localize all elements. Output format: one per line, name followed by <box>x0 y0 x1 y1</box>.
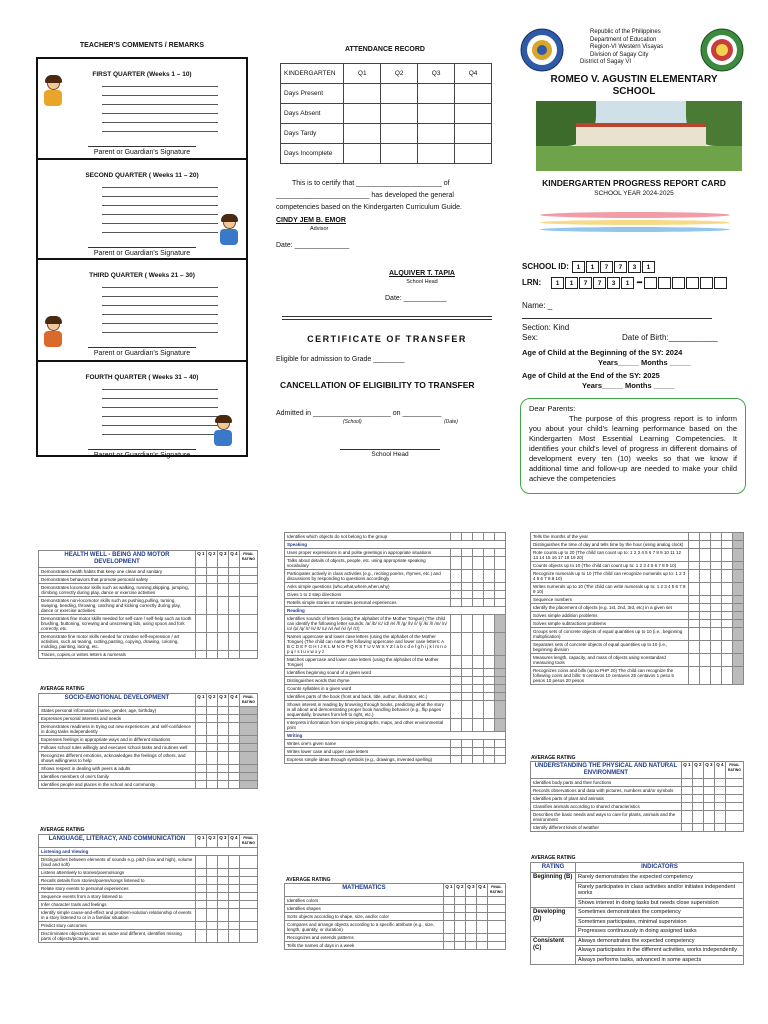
competency-row: Interprets information from simple pictographs, maps, and other environmental print <box>285 719 506 732</box>
competency-row: Identifies beginning sound of a given word <box>285 669 506 677</box>
competency-row: Shows interest in reading by browsing through books, predicting what the story is all about and demonstrating proper book handling behavior (e.g., flip pages sequentially, browses from left to right, etc.) <box>285 701 506 719</box>
age-end: Age of Child at the End of the SY: 2025 <box>522 371 660 380</box>
adviser-role: Advisor <box>310 226 329 232</box>
legend-row: Always performs tasks, advanced in some aspects <box>531 955 744 965</box>
name-field: Name: _ <box>522 301 553 310</box>
notice-greeting: Dear Parents: <box>529 404 576 413</box>
competency-row: Groups sets of concrete objects of equal quantities up to 10 (i.e., beginning multiplication) <box>531 628 744 641</box>
competency-row: Distinguishes words that rhyme <box>285 677 506 685</box>
id-digit-box: 7 <box>614 261 627 273</box>
id-digit-box <box>686 277 699 289</box>
age-begin: Age of Child at the Beginning of the SY: 2024 <box>522 348 683 357</box>
id-digit-box: 1 <box>642 261 655 273</box>
competency-row: Sequence events from a story listened to <box>39 893 258 901</box>
adviser-date: Date: ______________ <box>276 242 350 249</box>
competency-row: Describes the basic needs and ways to care for plants, animals and the environment <box>531 811 744 824</box>
section-field: Section: Kind <box>522 323 570 332</box>
literacy-table: Identifies which objects do not belong to the group Speaking Uses proper expressions in and polite greetings in appropriate situations Talks about details of objects, people, etc. using appropriate speaking vocabulary Participates actively in class activities (e.g., reciting poems, rhymes, etc.) and discussions by responding to questions accordingly Asks simple questions (who,what,where,when,why) Gives 1 to 2 step directions Retells simple stories or narrates personal experiences Reading Identifies sounds of letters (using the alphabet of the Mother Tongue) (The child can identify the following letter sounds: /a/ /b/ /c/ /d/ /e/ /f/ /g/ /h/ /i/ /j/ /k/ /l/ /m/ /n/ /o/ /p/ /q/ /r/ /s/ /t/ /u/ /v/ /w/ /x/ /y/ /z/) Names uppercase and lower case letters (using the alphabet of the Mother Tongue) (The child can name the following uppercase and lower case letters: A B C D E F G H I J K L M N O P Q R S T U V W X Y Z / a b c d e f g h i j k l m n o p q r s t u v w x y z Matches uppercase and lower case letters (using the alphabet of the Mother Tongue) Identifies beginning sound of a given word Distinguishes words that rhyme Counts syllables in a given word Identifies parts of the book (front and back, title, author, illustrator, etc.) Shows interest in reading by browsing through books, predicting what the story is all about and demonstrating proper book handling behavior (e.g., flip pages sequentially, browses from left to right, etc.) Interprets information from simple pictographs, maps, and other environmental print Writing Writes one's given name Writes lower case and upper case letters Express simple ideas through symbols (e.g., drawings, invented spelling) <box>284 532 506 764</box>
lrn-row: LRN: 1 1 7 7 3 1 ━ <box>522 277 728 289</box>
quarter-title: FOURTH QUARTER ( Weeks 31 – 40) <box>85 374 199 381</box>
competency-row: Classifies animals according to shared characteristics <box>531 803 744 811</box>
competency-row: States personal information (name, gender, age, birthday) <box>39 707 258 715</box>
id-digit-box: 3 <box>607 277 620 289</box>
competency-row: Counts objects up to 10 (The child can count up to: 1 2 3 4 5 6 7 8 9 10) <box>531 562 744 570</box>
quarter-comment-box <box>36 57 248 158</box>
competency-row: Demonstrates locomotor skills such as walking, running,skipping, jumping, climbing correctly during play, dance or exercise activities <box>39 584 258 597</box>
legend-row: Rarely participates in class activities and/or initiates independent works <box>531 882 744 898</box>
competency-row: Distinguishes between elements of sounds e.g. pitch (low and high), volume (loud and soft) <box>39 856 258 869</box>
competency-row: Follows school rules willingly and executes school tasks and routines well <box>39 744 258 752</box>
competency-row: Demonstrates non-locomotor skills such as pushing,pulling, turning, swaying, bending, throwing, catching and kicking correctly during play, dance or exercise activities <box>39 597 258 615</box>
competency-row: Writes lower case and upper case letters <box>285 748 506 756</box>
id-digit-box: 1 <box>572 261 585 273</box>
subdomain-title: Listening and Viewing <box>39 848 258 856</box>
competency-row: Identifies people and places in the school and community <box>39 781 258 789</box>
competency-row: Shows respect in dealing with peers & adults <box>39 765 258 773</box>
child-illustration-icon <box>218 216 240 246</box>
competency-row: Discriminates objects/pictures as same and different, identifies missing parts of objects/pictures, and <box>39 930 258 943</box>
age-begin-years: Years_____ Months _____ <box>598 358 691 367</box>
attendance-title: ATTENDANCE RECORD <box>345 46 425 53</box>
id-digit-box <box>714 277 727 289</box>
competency-row: Demonstrates health habits that keep one clean and sanitary <box>39 568 258 576</box>
competency-row: Measures length, capacity, and mass of objects using nonstandard measuring tools <box>531 654 744 667</box>
id-digit-box: 1 <box>586 261 599 273</box>
att-head-q1: Q1 <box>344 64 381 84</box>
att-head-q2: Q2 <box>381 64 418 84</box>
id-digit-box: 7 <box>579 277 592 289</box>
competency-row: Traces, copies,or writes letters & numerals <box>39 651 258 659</box>
guardian-signature: Parent or Guardian's Signature <box>88 146 196 156</box>
competency-row: Expresses personal interests and needs <box>39 715 258 723</box>
competency-row: Identify simple cause-and-effect and problem-solution relationship of events in a story listened to or in a familiar situation <box>39 909 258 922</box>
quarter-title: FIRST QUARTER (Weeks 1 – 10) <box>92 71 192 78</box>
domain-title: UNDERSTANDING THE PHYSICAL AND NATURAL ENVIRONMENT <box>531 762 682 779</box>
sex-field: Sex: <box>522 333 539 342</box>
competency-row: Express simple ideas through symbols (e.g., drawings, invented spelling) <box>285 756 506 764</box>
domain-title: MATHEMATICS <box>285 884 444 897</box>
competency-row: Recognize numerals up to 10 (The child can recognize numerals up to: 1 2 3 4 5 6 7 8 9 10) <box>531 570 744 583</box>
cancel-title: CANCELLATION OF ELIGIBILITY TO TRANSFER <box>280 380 475 390</box>
competency-row: Identifies parts of plant and animals <box>531 795 744 803</box>
competency-row: Predict story outcomes <box>39 922 258 930</box>
adviser-name: CINDY JEM B. EMOR <box>276 217 346 224</box>
rating-legend-table: RATING INDICATORS Beginning (B) Rarely demonstrates the expected competency Rarely participates in class activities and/or initiates independent works Shows interest in doing tasks but needs close supervision Developing (D) Sometimes demonstrates the competency Sometimes participates, minimal supervision Progresses continuously in doing assigned tasks Consistent (C) Always demonstrates the expected competency Always participates in the different activities, works independently Always performs tasks, advanced in some aspects <box>530 862 744 965</box>
language-table: LANGUAGE, LITERACY, AND COMMUNICATION Q 1 Q 2 Q 3 Q 4 FINAL RATING Listening and Viewing Distinguishes between elements of sounds e.g. pitch (low and high), volume (loud and soft) Listens attentively to stories/poems/songs Recalls details from stories/poems/songs listened to Relate story events to personal experiences Sequence events from a story listened to Infer character traits and feelings Identify simple cause-and-effect and problem-solution relationship of events in a story listened to or in a familiar situation Predict story outcomes Discriminates objects/pictures as same and different, identifies missing parts of objects/pictures, and <box>38 834 258 943</box>
date-label: (Date) <box>444 419 458 425</box>
competency-row: Names uppercase and lower case letters (using the alphabet of the Mother Tongue) (The child can name the following uppercase and lower case letters: A B C D E F G H I J K L M N O P Q R S T U V W X Y Z / a b c d e f g h i j k l m n o p q r s t u v w x y z <box>285 633 506 656</box>
quarter-comment-box <box>36 258 248 360</box>
school-name: ROMEO V. AGUSTIN ELEMENTARY SCHOOL <box>550 74 718 97</box>
guardian-signature: Parent or Guardian's Signature <box>88 449 196 459</box>
competency-row: Expresses feelings in appropriate ways and in different situations <box>39 736 258 744</box>
school-seal-icon <box>700 28 744 72</box>
age-end-years: Years_____ Months _____ <box>582 381 675 390</box>
competency-row: Matches uppercase and lower case letters (using the alphabet of the Mother Tongue) <box>285 656 506 669</box>
competency-row: Recalls details from stories/poems/songs listened to <box>39 877 258 885</box>
id-digit-box: 7 <box>600 261 613 273</box>
agency-header: Republic of the Philippines Department of Education Region-VI Western Visayas Division of Sagay City District of Sagay VI <box>580 29 664 65</box>
math-table: MATHEMATICS Q 1 Q 2 Q 3 Q 4 FINAL RATING Identifies colors Identifies shapes Sorts objects according to shape, size, and/or color Compares and arrange objects according to a specific attribute (e.g., size, length, quantity, or duration) Recognizes and extends patterns Tells the names of days in a week <box>284 883 506 950</box>
guardian-signature: Parent or Guardian's Signature <box>88 347 196 357</box>
competency-row: Demonstrates fine motor skills needed for self-care / self-help such as tooth brushing, buttoning, screwing and unscrewing lids, using spoon and fork correctly, etc. <box>39 615 258 633</box>
subdomain-title: Speaking <box>285 541 506 549</box>
legend-row: Always participates in the different activities, works independently <box>531 946 744 956</box>
school-head-sign: School Head <box>371 451 409 458</box>
health-table: HEALTH WELL - BEING AND MOTOR DEVELOPMENT Q 1 Q 2 Q 3 Q 4 FINAL RATING Demonstrates health habits that keep one clean and sanitary Demonstrates behaviors that promote personal safety Demonstrates locomotor skills such as walking, running,skipping, jumping, climbing correctly during play, dance or exercise activities Demonstrates non-locomotor skills such as pushing,pulling, turning, swaying, bending, throwing, catching and kicking correctly during play, dance or exercise activities Demonstrates fine motor skills needed for self-care / self-help such as tooth brushing, buttoning, screwing and unscrewing lids, using spoon and fork correctly, etc. Demonstrate fine motor skills needed for creative self-expression / art activities, such as tearing, cutting,pasting, copying, drawing, coloring, molding, painting, lacing, etc. Traces, copies,or writes letters & numerals <box>38 550 258 659</box>
attendance-table <box>280 63 492 164</box>
competency-row: Relate story events to personal experiences <box>39 885 258 893</box>
quarter-title: THIRD QUARTER ( Weeks 21 – 30) <box>89 272 195 279</box>
school-id-row: SCHOOL ID: 1 1 7 7 3 1 <box>522 261 656 273</box>
competency-row: Tells the names of days in a week <box>285 942 506 950</box>
school-photo <box>536 101 742 171</box>
id-digit-box: 1 <box>565 277 578 289</box>
math-continued-table <box>530 532 744 685</box>
guardian-signature: Parent or Guardian's Signature <box>88 247 196 257</box>
competency-row: Sorts objects according to shape, size, and/or color <box>285 913 506 921</box>
competency-row: Counts syllables in a given word <box>285 685 506 693</box>
legend-row: Progresses continuously in doing assigned tasks <box>531 927 744 937</box>
child-illustration-icon <box>212 417 234 447</box>
competency-row: Identifies members of one's family <box>39 773 258 781</box>
average-rating-label: AVERAGE RATING <box>40 827 85 833</box>
subdomain-title: Reading <box>285 607 506 615</box>
competency-row: Recognizes coins and bills (up to PHP 20) The child can recognize the following coins and bills: 5 centavos 10 centavos 25 centavos 1 peso 5 pesos 10 pesos 20 pesos <box>531 667 744 685</box>
att-row-label: Days Absent <box>281 104 344 124</box>
id-digit-box: 3 <box>628 261 641 273</box>
quarter-comment-box <box>36 158 248 258</box>
att-head-label: KINDERGARTEN <box>281 64 344 84</box>
id-digit-box: 7 <box>593 277 606 289</box>
att-head-q3: Q3 <box>418 64 455 84</box>
competency-row: Listens attentively to stories/poems/songs <box>39 869 258 877</box>
competency-row: Demonstrates behaviors that promote personal safety <box>39 576 258 584</box>
legend-row: Beginning (B) Rarely demonstrates the expected competency <box>531 873 744 883</box>
transfer-title: CERTIFICATE OF TRANSFER <box>307 334 467 344</box>
comments-title: TEACHER'S COMMENTS / REMARKS <box>79 42 205 49</box>
competency-row: Tells the months of the year <box>531 533 744 541</box>
legend-row: Sometimes participates, minimal supervision <box>531 917 744 927</box>
admitted-line: Admitted in ____________________ on __________ <box>276 410 442 417</box>
card-title: KINDERGARTEN PROGRESS REPORT CARD <box>542 178 726 188</box>
id-digit-box <box>700 277 713 289</box>
competency-row: Identifies colors <box>285 897 506 905</box>
school-label: (School) <box>343 419 362 425</box>
competency-row: Identifies sounds of letters (using the alphabet of the Mother Tongue) (The child can identify the following letter sounds: /a/ /b/ /c/ /d/ /e/ /f/ /g/ /h/ /i/ /j/ /k/ /l/ /m/ /n/ /o/ /p/ /q/ /r/ /s/ /t/ /u/ /v/ /w/ /x/ /y/ /z/) <box>285 615 506 633</box>
school-head-date: Date: ___________ <box>385 295 447 302</box>
competency-row: Uses proper expressions in and polite greetings in appropriate situations <box>285 549 506 557</box>
average-rating-label: AVERAGE RATING <box>286 877 331 883</box>
competency-row: Identify different kinds of weather <box>531 824 744 832</box>
quarter-title: SECOND QUARTER ( Weeks 11 – 20) <box>85 172 199 179</box>
average-rating-label: AVERAGE RATING <box>531 755 576 761</box>
legend-row: Consistent (C) Always demonstrates the expected competency <box>531 936 744 946</box>
competency-row: Recognizes different emotions, acknowledges the feelings of others, and shows willingness to help <box>39 752 258 765</box>
competency-row: Compares and arrange objects according to a specific attribute (e.g., size, length, quantity, or duration) <box>285 921 506 934</box>
competency-row: Identify the placement of objects (e.g. 1st, 2nd, 3rd, etc) in a given set <box>531 604 744 612</box>
eligible-line: Eligible for admission to Grade ________ <box>276 356 405 363</box>
competency-row: Talks about details of objects, people, etc. using appropriate speaking vocabulary <box>285 557 506 570</box>
competency-row: Sequence numbers <box>531 596 744 604</box>
kids-illustration <box>540 206 730 246</box>
competency-row: Writes numerals up to 10 (The child can write numerals up to: 1 2 3 4 5 6 7 8 9 10) <box>531 583 744 596</box>
competency-row: Demonstrates readiness in trying out new experiences ,and self-confidence in doing tasks independently <box>39 723 258 736</box>
id-digit-box <box>644 277 657 289</box>
subdomain-title: Writing <box>285 732 506 740</box>
id-digit-box: 1 <box>551 277 564 289</box>
environment-table: UNDERSTANDING THE PHYSICAL AND NATURAL ENVIRONMENT Q 1 Q 2 Q 3 Q 4 FINAL RATING Identifies body parts and their functions Records observations and data with pictures, numbers and/or symbols Identifies parts of plant and animals Classifies animals according to shared characteristics Describes the basic needs and ways to care for plants, animals and the environment Identify different kinds of weather <box>530 761 744 832</box>
competency-row: Identifies body parts and their functions <box>531 779 744 787</box>
deped-seal-icon <box>520 28 564 72</box>
competency-row: Records observations and data with pictures, numbers and/or symbols <box>531 787 744 795</box>
att-row-label: Days Present <box>281 84 344 104</box>
competency-row: Identifies shapes <box>285 905 506 913</box>
average-rating-label: AVERAGE RATING <box>40 686 85 692</box>
child-illustration-icon <box>42 318 64 348</box>
id-digit-box <box>658 277 671 289</box>
competency-row: Writes one's given name <box>285 740 506 748</box>
average-rating-label: AVERAGE RATING <box>531 855 576 861</box>
domain-title: HEALTH WELL - BEING AND MOTOR DEVELOPMENT <box>39 551 196 568</box>
competency-row: Separates sets of concrete objects of equal quantities up to 10 (i.e., beginning division <box>531 641 744 654</box>
school-head-role: School Head <box>406 279 438 285</box>
id-digit-box: 1 <box>621 277 634 289</box>
competency-row: Infer character traits and feelings <box>39 901 258 909</box>
school-head-name: ALQUIVER T. TAPIA <box>389 270 455 277</box>
competency-row: Demonstrate fine motor skills needed for creative self-expression / art activities, such as tearing, cutting,pasting, copying, drawing, coloring, molding, painting, lacing, etc. <box>39 633 258 651</box>
id-digit-box <box>672 277 685 289</box>
competency-row: Participates actively in class activities (e.g., reciting poems, rhymes, etc.) and discussions by responding to questions accordingly <box>285 570 506 583</box>
competency-row: Identifies parts of the book (front and back, title, author, illustrator, etc.) <box>285 693 506 701</box>
competency-row: Recognizes and extends patterns <box>285 934 506 942</box>
child-illustration-icon <box>42 77 64 107</box>
dob-field: Date of Birth:___________ <box>622 333 718 342</box>
parents-notice <box>520 398 746 494</box>
certify-text: This is to certify that ______________________ of ________________________ has developed the general competencies based on the Kindergarten Curriculum Guide. <box>276 180 462 211</box>
competency-row: Solves simple subtractions problems <box>531 620 744 628</box>
legend-row: Developing (D) Sometimes demonstrates the competency <box>531 908 744 918</box>
socio-table: SOCIO-EMOTIONAL DEVELOPMENT Q 1 Q 2 Q 3 Q 4 FINAL RATING States personal information (name, gender, age, birthday) Expresses personal interests and needs Demonstrates readiness in trying out new experiences ,and self-confidence in doing tasks independently Expresses feelings in appropriate ways and in different situations Follows school rules willingly and executes school tasks and routines well Recognizes different emotions, acknowledges the feelings of others, and shows willingness to help Shows respect in dealing with peers & adults Identifies members of one's family Identifies people and places in the school and community <box>38 693 258 789</box>
competency-row: Distinguishes the time of day and tells time by the hour (using analog clock) <box>531 541 744 549</box>
notice-body: The purpose of this progress report is to inform you about your child's learning performance based on the Kindergarten Most Essential Learning Competencies. It identifies your child's level of progress in different domains of development every ten (10) weeks so that we know if additional time and follow-up are needed to make your child achieve the competencies <box>529 414 737 483</box>
att-row-label: Days Tardy <box>281 124 344 144</box>
att-row-label: Days Incomplete <box>281 144 344 164</box>
competency-row: Asks simple questions (who,what,where,when,why) <box>285 583 506 591</box>
competency-row: Rote counts up to 20 (The child can count up to: 1 2 3 4 5 6 7 8 9 10 11 12 13 14 15 16 17 18 19 20) <box>531 549 744 562</box>
competency-row: Solves simple addition problems <box>531 612 744 620</box>
domain-title: SOCIO-EMOTIONAL DEVELOPMENT <box>39 694 196 707</box>
school-year: SCHOOL YEAR 2024-2025 <box>594 190 674 197</box>
legend-row: Shows interest in doing tasks but needs close supervision <box>531 898 744 908</box>
att-head-q4: Q4 <box>455 64 492 84</box>
domain-title: LANGUAGE, LITERACY, AND COMMUNICATION <box>39 835 196 848</box>
competency-row: Retells simple stories or narrates personal experiences <box>285 599 506 607</box>
competency-row: Gives 1 to 2 step directions <box>285 591 506 599</box>
